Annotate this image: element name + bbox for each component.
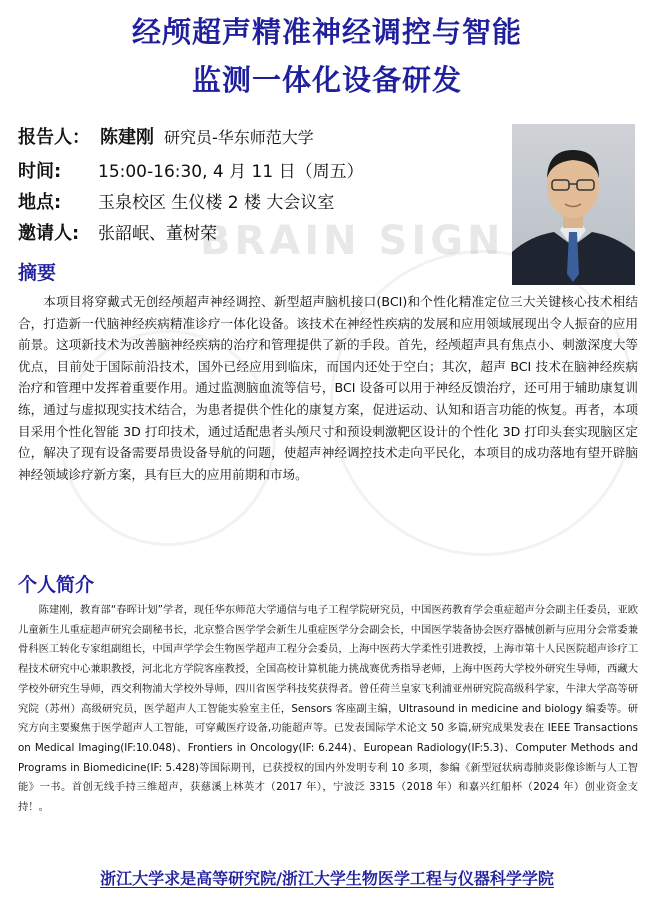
speaker-photo (512, 124, 635, 285)
footer-institution: 浙江大学求是高等研究院/浙江大学生物医学工程与仪器科学学院 (100, 869, 554, 888)
watermark-text: BRAIN SIGN (200, 218, 505, 264)
bio-text: 陈建刚，教育部“春晖计划”学者，现任华东师范大学通信与电子工程学院研究员，中国医药教育学会重症超声分会副主任委员，亚欧儿童新生儿重症超声研究会副秘书长，北京整合医学学会新生儿重症医学分会副会长，中国医学装备协会医疗器械创新与应用分会常委兼骨科医工转化专家组副组长，中国声学学会生物医学超声工程分会委员，上海中医药大学柔性引进教授，上海市第十人民医院超声诊疗工程技术研究中心兼职教授，河北北方学院客座教授，全国高校计算机能力挑战赛优秀指导老师，上海中医药大学校外研究生导师，西藏大学校外研究生导师，西交利物浦大学校外导师，四川省医学科技奖获得者。曾任荷兰皇家飞利浦亚州研究院高级科学家，牛津大学高等研究院（苏州）高级研究员，医学超声人工智能实验室主任，Sensors 客座副主编，Ultrasound in medicine and biology 编委等。研究方向主要聚焦于医学超声人工智能，可穿戴医疗设备,功能超声等。已发表国际学术论文 50 多篇,研究成果发表在 IEEE Transactions on Medical Imaging(IF:10.048)、Frontiers in Oncology(IF: 6.244)、European Radiology(IF:5.3)、Computer Methods and Programs in Biomedicine(IF: 5.428)等国际期刊，已获授权的国内外发明专利 10 多项，参编《新型冠状病毒肺炎影像诊断与人工智能》一书。首创无线手持三维超声，获慈溪上林英才（2017 年），宁波泛 3315（2018 年）和嘉兴红船杯（2024 年）创业资金支持！。 (18, 604, 638, 814)
abstract-text: 本项目将穿戴式无创经颅超声神经调控、新型超声脑机接口(BCI)和个性化精准定位三大关键核心技术相结合，打造新一代脑神经疾病精准诊疗一体化设备。该技术在神经性疾病的发展和应用领域展现出令人振奋的应用前景。这项新技术为改善脑神经疾病的治疗和管理提供了新的手段。首先，经颅超声具有焦点小、刺激深度大等优点，目前处于国际前沿技术，国外已经应用到临床，而国内还处于空白；其次，超声 BCI 技术在脑神经疾病治疗和管理中发挥着重要作用。通过监测脑血流等信号，BCI 设备可以用于神经反馈治疗，还可用于辅助康复训练，通过与虚拟现实技术结合，为患者提供个性化的康复方案，促进运动、认知和语言功能的恢复。再者，本项目采用个性化智能 3D 打印技术，通过适配患者头颅尺寸和预设刺激靶区设计的个性化 3D 打印头套实现脑区定位，解决了现有设备需要昂贵设备导航的问题，使超声神经调控技术走向平民化，本项目的成功落地有望开辟脑神经领域诊疗新方案，具有巨大的应用前期和市场。 (18, 294, 638, 482)
location-value: 玉泉校区 生仪楼 2 楼 大会议室 (98, 193, 335, 213)
speaker-name: 陈建刚 (100, 127, 154, 148)
inviter-label: 邀请人: (18, 223, 80, 244)
title-line-2: 监测一体化设备研发 (191, 63, 462, 97)
abstract-heading: 摘要 (18, 262, 57, 284)
time-label: 时间: (18, 161, 62, 182)
speaker-portrait-icon (512, 124, 635, 285)
title-line-1: 经颅超声精准神经调控与智能 (131, 15, 522, 49)
inviter-value: 张韶岷、董树荣 (98, 224, 217, 244)
bio-heading: 个人简介 (18, 574, 95, 596)
location-label: 地点: (18, 192, 62, 213)
time-value: 15:00-16:30, 4 月 11 日（周五） (98, 162, 364, 182)
speaker-row (18, 124, 314, 152)
time-row (18, 158, 364, 186)
location-row (18, 189, 335, 217)
speaker-label: 报告人： (18, 127, 90, 148)
inviter-row (18, 220, 217, 248)
speaker-affiliation: 研究员-华东师范大学 (164, 128, 314, 147)
